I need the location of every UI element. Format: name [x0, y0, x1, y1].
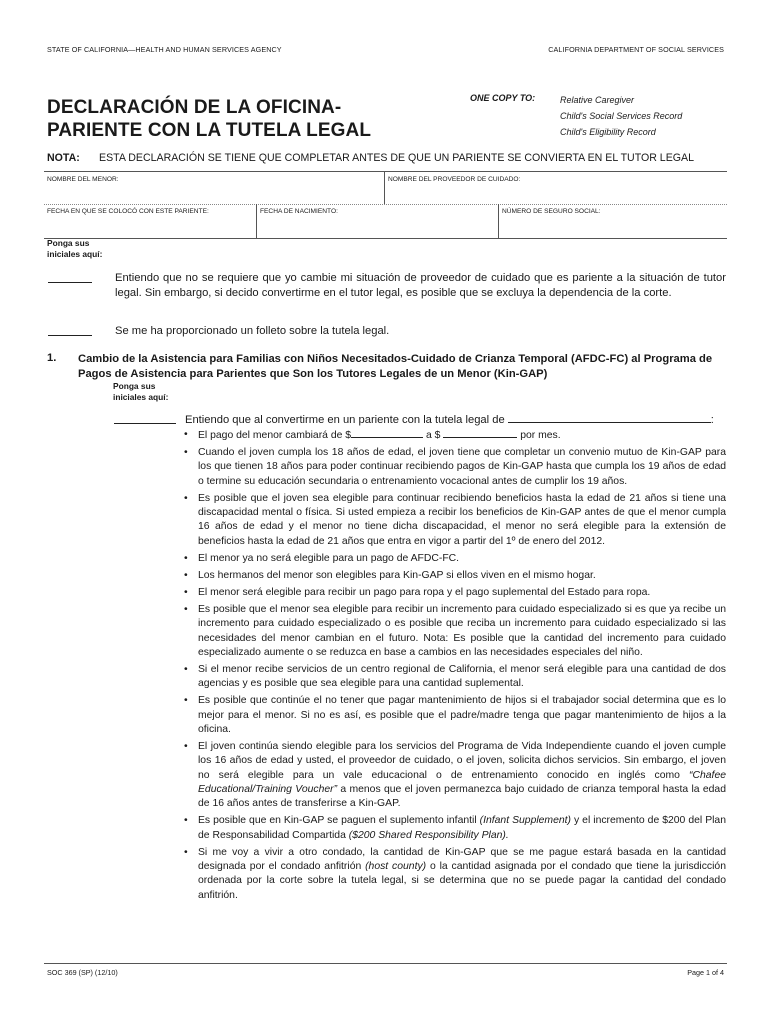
statement-pamphlet: Se me ha proporcionado un folleto sobre la tutela legal.	[115, 325, 390, 337]
bullet-dot-icon: •	[184, 586, 188, 598]
field-divider	[256, 204, 257, 238]
form-rule	[44, 171, 727, 172]
copy-recipients	[560, 92, 682, 140]
section-number: 1.	[47, 352, 57, 364]
bullet-specialized-care	[184, 603, 726, 660]
guardianship-lead	[185, 412, 714, 426]
bullet-text: y el incremento de $200 del Plan de Responsabilidad Compartida	[198, 815, 726, 841]
initials-blank[interactable]	[48, 335, 92, 336]
bullet-text: Es posible que continúe el no tener que pagar mantenimiento de hijos si el trabajador social determina que es lo mejor para el menor. Si no es así, es posible que el padre/madre tenga que pagar mantenimiento de hijos a la oficina.	[198, 695, 726, 736]
child-name-label: NOMBRE DEL MENOR:	[47, 176, 119, 183]
caregiver-name-label: NOMBRE DEL PROVEEDOR DE CUIDADO:	[388, 176, 521, 183]
bullet-text: Los hermanos del menor son elegibles para Kin-GAP si ellos viven en el mismo hogar.	[198, 569, 596, 581]
bullet-dot-icon: •	[184, 846, 188, 858]
initials-heading-line: Ponga sus	[113, 381, 156, 391]
birth-date-label: FECHA DE NACIMIENTO:	[260, 208, 338, 215]
child-name-blank[interactable]	[508, 412, 711, 423]
bullet-dot-icon: •	[184, 492, 188, 504]
bullet-text: Si me voy a vivir a otro condado, la cantidad de Kin-GAP que se me pague estará basada en la cantidad designada por el condado anfitrión	[198, 846, 726, 873]
copy-recipient: Child's Social Services Record	[560, 111, 683, 121]
initials-blank[interactable]	[114, 423, 176, 424]
pay-text: a $	[425, 430, 441, 441]
nota-label: NOTA:	[47, 152, 80, 164]
agency-header: STATE OF CALIFORNIA—HEALTH AND HUMAN SERVICES AGENCY	[47, 45, 282, 54]
bullet-child-support	[184, 694, 726, 737]
department-header: CALIFORNIA DEPARTMENT OF SOCIAL SERVICES	[548, 45, 724, 54]
bullet-regional-center	[184, 663, 726, 692]
bullet-dot-icon: •	[184, 604, 188, 616]
bullet-chafee	[184, 740, 726, 811]
initials-heading-line: iniciales aquí:	[113, 392, 169, 402]
bullet-siblings	[184, 569, 726, 583]
form-title-line1: DECLARACIÓN DE LA OFICINA-	[47, 97, 342, 118]
bullet-afdc-fc	[184, 552, 726, 566]
bullet-clothing	[184, 586, 726, 600]
initials-heading	[113, 381, 193, 403]
bullet-text: Si el menor recibe servicios de un centro regional de California, el menor será elegible para una cantidad de dos agencias y es posible que sea elegible para una cantidad suplemental.	[198, 664, 726, 690]
bullet-dot-icon: •	[184, 695, 188, 707]
initials-heading-line: Ponga sus	[47, 238, 90, 248]
form-rule	[44, 238, 727, 239]
kin-gap-bullets	[184, 428, 726, 906]
bullet-dot-icon: •	[184, 447, 188, 459]
old-payment-blank[interactable]	[351, 428, 423, 438]
lead-text: Entiendo que al convertirme en un pariente con la tutela legal de	[185, 414, 505, 426]
form-number: SOC 369 (SP) (12/10)	[47, 968, 118, 977]
new-payment-blank[interactable]	[443, 428, 517, 438]
bullet-text-italic: ($200 Shared Responsibility Plan).	[348, 829, 509, 841]
section-title: Cambio de la Asistencia para Familias con Niños Necesitados-Cuidado de Crianza Temporal (AFDC-FC) al Programa de Pagos de Asistencia para Parientes que Son los Tutores Legales de un Menor (Kin-GAP)	[78, 353, 713, 380]
nota-line	[47, 152, 694, 164]
copy-recipient: Relative Caregiver	[560, 95, 635, 105]
placement-date-label: FECHA EN QUE SE COLOCÓ CON ESTE PARIENTE:	[47, 208, 209, 215]
initials-blank[interactable]	[48, 282, 92, 283]
form-rule	[44, 204, 727, 205]
page-number: Page 1 of 4	[687, 968, 724, 977]
bullet-age-21	[184, 492, 726, 549]
bullet-text: Es posible que en Kin-GAP se paguen el suplemento infantil	[198, 815, 480, 827]
bullet-text: o la cantidad asignada por el condado que tiene la jurisdicción ordenada por la corte sobre la tutela legal, si se determina que no se puede pagar la cantidad del condado anfitrión.	[198, 861, 726, 901]
bullet-dot-icon: •	[184, 429, 188, 440]
bullet-text: a menos que el joven permanezca bajo cuidado de crianza temporal hasta la edad de 16 años antes de transferirse a Kin-GAP.	[198, 784, 726, 810]
bullet-text: El joven continúa siendo elegible para los servicios del Programa de Vida Independiente cuando el joven cumple los 16 años de edad y usted, el proveedor de cuidado, o el joven, solicita dichos servicios. Sin embargo, el joven no será elegible para un vale educacional o de entrenamiento conocido en inglés como	[198, 741, 726, 781]
nota-text: ESTA DECLARACIÓN SE TIENE QUE COMPLETAR ANTES DE QUE UN PARIENTE SE CONVIERTA EN EL TUTOR LEGAL	[99, 152, 694, 164]
form-title-line2: PARIENTE CON LA TUTELA LEGAL	[47, 120, 372, 141]
lead-colon: :	[710, 414, 714, 426]
bullet-text-italic: (host county)	[365, 861, 427, 873]
initials-heading-line: iniciales aquí:	[47, 249, 103, 259]
pay-text: por mes.	[520, 430, 561, 441]
field-divider	[498, 204, 499, 238]
bullet-text: Es posible que el joven sea elegible para continuar recibiendo beneficios hasta la edad de 21 años si tiene una discapacidad mental o física. Si usted empieza a recibir los beneficios de Kin-GAP antes de que el menor cumpla 16 años de edad y el menor no tiene dicha discapacidad, el menor no será elegible para la extensión de beneficios hasta la edad de 21 años que entra en vigor a partir del 1º de enero del 2012.	[198, 492, 726, 547]
bullet-text: El menor será elegible para recibir un pago para ropa y el pago suplemental del Estado para ropa.	[198, 586, 651, 598]
form-title	[47, 96, 447, 142]
bullet-text-italic: (Infant Supplement)	[479, 815, 571, 827]
bullet-dot-icon: •	[184, 815, 188, 827]
pay-text: El pago del menor cambiará de $	[198, 430, 352, 441]
copy-recipient: Child's Eligibility Record	[560, 127, 656, 137]
bullet-text: Es posible que el menor sea elegible para recibir un incremento para cuidado especializado si es que ya recibe un incremento para cuidado especializado o es posible que reciba un incremento para cuidado especializado si las necesidades del menor cambian en el futuro. Nota: Es posible que la cantidad del incremento para cuidado especializado aumente o se reduzca en base a cambios en las necesidades especiales del niño.	[198, 604, 726, 658]
bullet-payment	[184, 428, 726, 443]
bullet-county-move	[184, 846, 726, 903]
ssn-label: NÚMERO DE SEGURO SOCIAL:	[502, 208, 601, 215]
bullet-text: Cuando el joven cumpla los 18 años de edad, el joven tiene que completar un convenio mutuo de Kin-GAP para los que tienen 18 años para poder continuar recibiendo pagos de Kin-GAP hasta que cumpla los 19 años de edad o termine su educación secundaria o entrenamiento vocacional antes de cumplir los 19 años.	[198, 447, 726, 487]
statement-guardianship-not-required: Entiendo que no se requiere que yo cambie mi situación de proveedor de cuidado que es pariente a la situación de tutor legal. Sin embargo, si decido convertirme en el tutor legal, es posible que se excluya la dependencia de la corte.	[115, 272, 726, 299]
bullet-dot-icon: •	[184, 741, 188, 753]
bullet-dot-icon: •	[184, 664, 188, 676]
field-divider	[384, 171, 385, 204]
initials-heading	[47, 238, 127, 260]
bullet-dot-icon: •	[184, 552, 188, 564]
bullet-text-italic: “Chafee Educational/Training Voucher”	[198, 769, 726, 795]
copy-label: ONE COPY TO:	[470, 93, 536, 103]
bullet-dot-icon: •	[184, 569, 188, 581]
bullet-text: El menor ya no será elegible para un pago de AFDC-FC.	[198, 552, 460, 564]
bullet-infant-supplement	[184, 814, 726, 843]
footer-rule	[44, 963, 727, 964]
bullet-age-18	[184, 446, 726, 489]
